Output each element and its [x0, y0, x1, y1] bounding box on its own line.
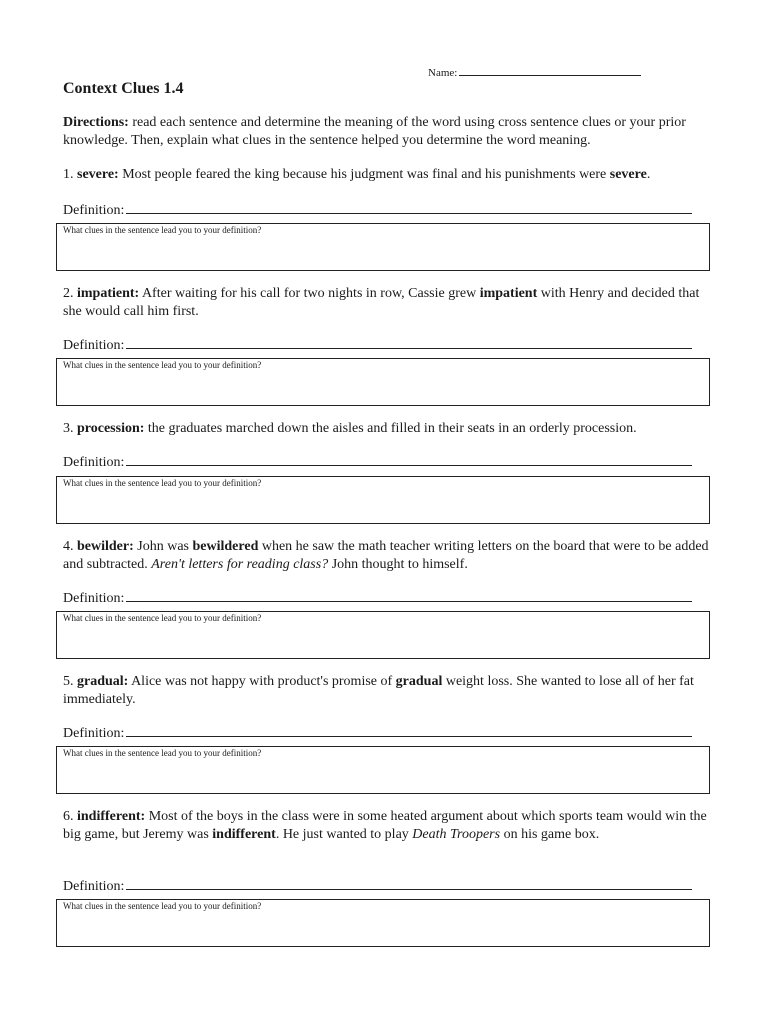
italic-text: Aren't letters for reading class? [151, 557, 329, 572]
vocab-word-inline: gradual [395, 674, 443, 689]
sentence-text: with Henry and decided that she would call him first. [63, 286, 700, 319]
vocab-word: gradual: [77, 674, 129, 689]
definition-label: Definition: [63, 203, 125, 218]
vocab-word: bewilder: [77, 539, 134, 554]
name-blank[interactable] [459, 64, 641, 76]
question-2 [63, 285, 713, 321]
definition-2[interactable] [63, 335, 692, 355]
question-number: 5. [63, 674, 74, 689]
question-number: 4. [63, 539, 74, 554]
sentence-text: Most of the boys in the class were in some heated argument about which sports team would win the big game, but Jeremy was [63, 809, 707, 842]
sentence-text: on his game box. [500, 827, 600, 842]
vocab-word-inline: impatient [479, 286, 538, 301]
sentence-text: John thought to himself. [328, 557, 468, 572]
definition-label: Definition: [63, 455, 125, 470]
question-number: 6. [63, 809, 74, 824]
sentence-text: John was [133, 539, 193, 554]
question-number: 2. [63, 286, 74, 301]
directions [63, 114, 713, 150]
clue-box-5[interactable] [56, 746, 710, 794]
sentence-text: . He just wanted to play [275, 827, 413, 842]
question-5 [63, 673, 713, 709]
question-6 [63, 808, 713, 844]
directions-text: read each sentence and determine the meaning of the word using cross sentence clues or your prior knowledge. Then, explain what clues in the sentence helped you determine the word meaning. [63, 115, 686, 148]
clue-prompt: What clues in the sentence lead you to your definition? [63, 901, 262, 911]
clue-prompt: What clues in the sentence lead you to your definition? [63, 225, 262, 235]
definition-blank[interactable] [126, 200, 692, 214]
vocab-word-inline: bewildered [192, 539, 259, 554]
vocab-word: severe: [77, 167, 119, 182]
clue-prompt: What clues in the sentence lead you to your definition? [63, 748, 262, 758]
vocab-word-inline: indifferent [212, 827, 276, 842]
name-label: Name: [428, 67, 458, 79]
name-field[interactable] [428, 64, 641, 79]
vocab-word: procession: [77, 421, 145, 436]
clue-box-4[interactable] [56, 611, 710, 659]
clue-box-6[interactable] [56, 899, 710, 947]
clue-prompt: What clues in the sentence lead you to your definition? [63, 613, 262, 623]
page-title: Context Clues 1.4 [63, 80, 184, 97]
question-3 [63, 420, 713, 438]
vocab-word: indifferent: [77, 809, 146, 824]
directions-label: Directions: [63, 115, 129, 130]
clue-box-2[interactable] [56, 358, 710, 406]
definition-label: Definition: [63, 591, 125, 606]
definition-6[interactable] [63, 876, 692, 896]
question-4 [63, 538, 713, 574]
clue-prompt: What clues in the sentence lead you to your definition? [63, 360, 262, 370]
definition-1[interactable] [63, 200, 692, 220]
question-number: 1. [63, 167, 74, 182]
definition-blank[interactable] [126, 723, 692, 737]
vocab-word-inline: severe [609, 167, 647, 182]
question-1 [63, 166, 713, 184]
sentence-text: the graduates marched down the aisles and filled in their seats in an orderly procession. [144, 421, 637, 436]
sentence-text: . [646, 167, 651, 182]
definition-blank[interactable] [126, 335, 692, 349]
definition-3[interactable] [63, 452, 692, 472]
definition-5[interactable] [63, 723, 692, 743]
sentence-text: After waiting for his call for two nights in row, Cassie grew [139, 286, 480, 301]
definition-blank[interactable] [126, 452, 692, 466]
definition-blank[interactable] [126, 588, 692, 602]
question-number: 3. [63, 421, 74, 436]
italic-text: Death Troopers [412, 827, 501, 842]
definition-blank[interactable] [126, 876, 692, 890]
clue-box-3[interactable] [56, 476, 710, 524]
definition-label: Definition: [63, 338, 125, 353]
sentence-text: Most people feared the king because his judgment was final and his punishments were [118, 167, 610, 182]
clue-prompt: What clues in the sentence lead you to your definition? [63, 478, 262, 488]
sentence-text: Alice was not happy with product's promise of [128, 674, 396, 689]
definition-4[interactable] [63, 588, 692, 608]
clue-box-1[interactable] [56, 223, 710, 271]
vocab-word: impatient: [77, 286, 140, 301]
sentence-text: weight loss. She wanted to lose all of her fat immediately. [63, 674, 694, 707]
definition-label: Definition: [63, 879, 125, 894]
definition-label: Definition: [63, 726, 125, 741]
sentence-text: when he saw the math teacher writing letters on the board that were to be added and subtracted. [63, 539, 709, 572]
